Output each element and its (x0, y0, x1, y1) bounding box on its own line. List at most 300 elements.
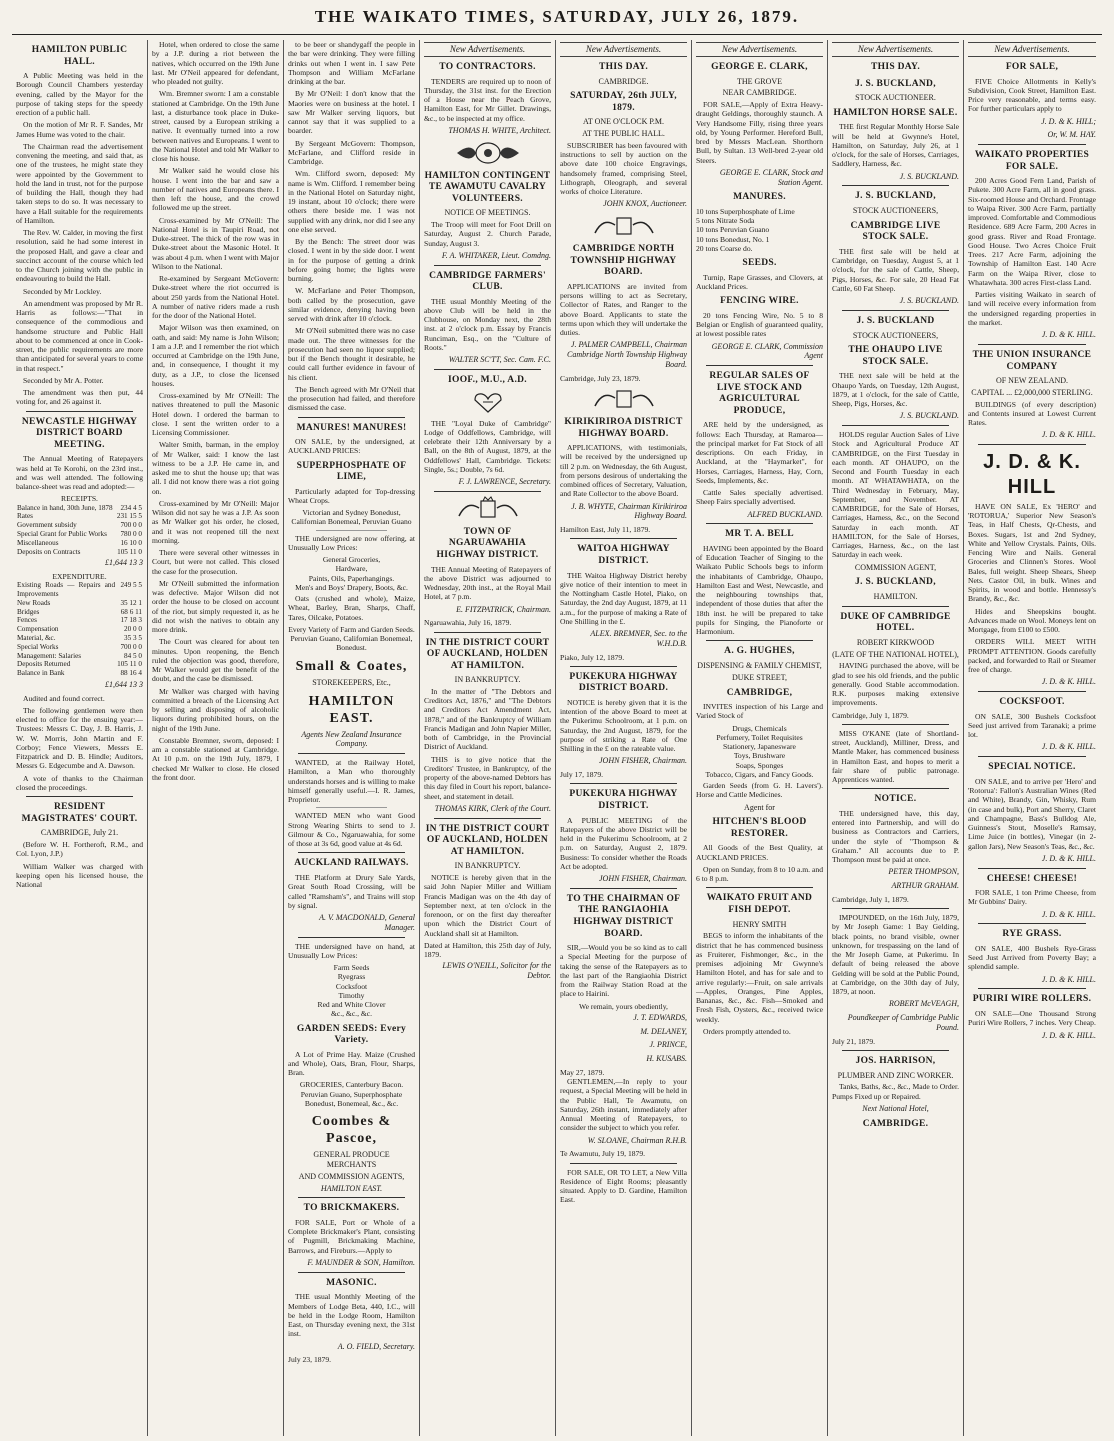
row-item: Management: Salaries (17, 651, 82, 660)
list-item: Timothy (338, 990, 365, 1000)
table-row (16, 625, 143, 634)
list-item: 10 tons Superphosphate of Lime (696, 206, 795, 216)
paragraph: THE Annual Meeting of Ratepayers of the above District was adjourned to Wednesday, 20th inst., at the Royal Mail Hotel, at 7 p.m. (424, 564, 551, 602)
row-amount: 68 6 11 (120, 607, 142, 616)
paragraph: THIS is to give notice that the Creditors' Trustee, in Bankruptcy, of the property of the above-named Debtors has this day filed in Court his report, balance-sheet, and statement in detail. (424, 754, 551, 801)
royal-crest-icon (589, 213, 659, 239)
brand-name: HITCHEN'S BLOOD RESTORER. (712, 817, 807, 839)
paragraph: MISS O'KANE (late of Shortland-street, Auckland), Milliner, Dress, and Mantle Maker, has commenced business in Hamilton East, and hopes to merit a fair share of public patronage. Apprentices wanted. (832, 728, 959, 785)
column-4 (420, 40, 556, 1436)
paragraph: APPLICATIONS, with testimonials, will be received by the undersigned up till 2 p.m. on Wednesday, the 6th August, from persons desirous of undertaking the combined offices of Secretary, Valuation, and Rate Collector to the above Board. (560, 443, 687, 499)
paragraph: An amendment was proposed by Mr R. Harris as follows:—"That in consequence of the commodious and handsome structure and Public Hall about to be commenced at once in Cook-street, the public requirements are more than anticipated for several years to come in that respect." (16, 298, 143, 373)
capital-line: CAPITAL ... £2,000,000 STERLING. (971, 387, 1093, 397)
divider (298, 937, 405, 938)
divider (706, 640, 813, 641)
paragraph: The Chairman read the advertisement convening the meeting, and said that, as one of the trustees, he might state they were appointed by the Government to hold the land in trust, not for the purpose of building the Hall, though they had taken steps to do so. It was necessary to have a Hall suitable for the requirements of Hamilton. (16, 141, 143, 225)
date-line: Cambridge, July 1, 1879. (832, 894, 909, 904)
total: £1,644 13 3 (105, 679, 143, 689)
signature: J. B. WHYTE, Chairman Kirikiriroa Highway Board. (571, 501, 687, 521)
signature: PETER THOMPSON, (888, 867, 959, 877)
paragraph: By the Bench: The street door was closed. I went in by the side door. I went in for the purpose of getting a drink before going home; the lights were burning. (288, 237, 415, 283)
signature: ROBERT McVEAGH, (888, 999, 959, 1009)
row-item: Miscellaneous (17, 538, 59, 547)
row-amount: 231 15 5 (116, 512, 142, 521)
ad-title: CAMBRIDGE FARMERS' CLUB. (429, 270, 546, 293)
firm-place: HAMILTON EAST. (308, 693, 395, 726)
paragraph: A Lot of Prime Hay. Maize (Crushed and Whole), Oats, Bran, Flour, Sharps, Bran. (288, 1049, 415, 1078)
ad-title: SPECIAL NOTICE. (988, 762, 1076, 773)
list-item: Stationery, Japanesware (723, 742, 796, 752)
firm-agency: Agents New Zealand Insurance Company. (301, 729, 402, 749)
row-amount: 84 5 0 (124, 651, 142, 660)
drugs-list (696, 724, 823, 780)
paragraph: HAVING been appointed by the Board of Education Teacher of Singing to the Waikato Public Schools begs to inform the inhabitants of Cambridge, Ohaupo, Hamilton East and West, Newcastle, and the neighbouring townships that, independent of those duties that after the 18th inst. he will be prepared to take pupils for Singing, the Pianoforte or Harmonium. (696, 543, 823, 637)
firm-trade: STOCK AUCTIONEERS, (852, 330, 939, 340)
paragraph: Parties visiting Waikato in search of land will receive every information from the undersigned regarding properties in the market. (968, 290, 1096, 327)
list-item: Soaps, Sponges (735, 760, 784, 770)
table-row (16, 616, 143, 625)
signature: J. D. & K. HILL. (1041, 330, 1096, 340)
paragraph: ON SALE, 400 Bushels Rye-Grass Seed Just Arrived from Poverty Bay; a splendid sample. (968, 943, 1096, 972)
paragraph: SUBSCRIBER has been favoured with instructions to sell by auction on the above date 100 choice Engravings, handsomely framed, comprising Steel, Lithograph, Oleograph, and several works of choice Literature. (560, 140, 687, 197)
signature: H. KUSABS. (646, 1054, 687, 1064)
divider (978, 923, 1086, 924)
list-item: Toys, Brushware (733, 751, 786, 761)
signature: WALTER SC'TT, Sec. Cam. F.C. (448, 355, 551, 365)
divider (298, 753, 405, 754)
paragraph: THE next sale will be held at the Ohaupo Yards, on Tuesday, 12th August, 1879, at 1 o'clock, for the sale of Cattle, Sheep, Pigs, Horses, &c. (832, 371, 959, 409)
paragraph: BEGS to inform the inhabitants of the district that he has commenced business as Fruiterer, Fishmonger, &c., in the premises adjoining Mr Gwynne's Hamilton Hotel, and has for sale and to arrive regularly:—Fruit, on sale arrivals—Apples, Oranges, Pine Apples, Bananas, &c., &c. Fish—Smoked and Fresh Fish, Oysters, &c., received twice weekly. (696, 931, 823, 1024)
signature: ALFRED BUCKLAND. (747, 509, 823, 519)
ad-title: TO THE CHAIRMAN OF THE RANGIAOHIA HIGHWAY DISTRICT BOARD. (566, 893, 681, 939)
paragraph: A vote of thanks to the Chairman closed the proceedings. (16, 773, 143, 792)
paragraph: THE undersigned have, this day, entered into Partnership, and will do business as Contractors and Carriers, under the style of "Thompson & Graham." All accounts due to P. Thompson must be paid at once. (832, 808, 959, 865)
paragraph: The Rev. W. Calder, in moving the first resolution, said he had some interest in the proposed Hall, and gave a clear and succinct account of the course which led to the Church joining with the public in endeavouring to build the Hall. (16, 228, 143, 284)
divider (26, 411, 133, 412)
crest-ornament-icon (453, 140, 523, 166)
row-item: Existing Roads — Repairs and Improvements (17, 581, 116, 599)
ad-title: CAMBRIDGE LIVE STOCK SALE. (850, 220, 941, 243)
list-item: Cocksfoot (335, 981, 368, 991)
paragraph: The Court was cleared for about ten minutes. Upon reopening, the Bench ruled the objection was good, therefore, Mr Walker would get the benefit of the doubt, and the case be dismissed. (152, 637, 279, 684)
paragraph: On the motion of Mr R. F. Sandes, Mr James Hume was voted to the chair. (16, 120, 143, 139)
row-amount: 35 3 5 (124, 634, 142, 643)
firm-place: HAMILTON. (873, 592, 918, 601)
list-item: Hardware, (335, 564, 368, 574)
ad-title: PUKEKURA HIGHWAY DISTRICT BOARD. (569, 671, 678, 694)
row-amount: 35 12 1 (120, 598, 142, 607)
total: £1,644 13 3 (105, 558, 143, 568)
ad-title: CHEESE! CHEESE! (986, 873, 1078, 884)
list-item: Drugs, Chemicals (732, 723, 787, 733)
divider (978, 144, 1086, 145)
ad-title: AUCKLAND RAILWAYS. (294, 858, 409, 869)
paragraph: Seconded by Mr A. Potter. (23, 375, 104, 385)
signature: J. S. BUCKLAND. (899, 171, 959, 181)
ad-title: MANURES. (733, 192, 786, 203)
firm-trade: STOREKEEPERS, Etc., (312, 677, 391, 687)
table-row (16, 530, 143, 539)
proprietor-name: ROBERT KIRKWOOD (856, 637, 935, 647)
table-row (16, 599, 143, 608)
date-line: Hamilton East, July 11, 1879. (560, 525, 651, 535)
article-title: NEWCASTLE HIGHWAY DISTRICT BOARD MEETING. (21, 416, 138, 450)
divider (434, 818, 541, 819)
divider (570, 666, 677, 667)
table-row (16, 669, 143, 678)
list-item: Paints, Oils, Paperhangings. (308, 573, 395, 583)
divider (978, 344, 1086, 345)
row-item: Government subsidy (17, 521, 77, 530)
list-item: Ryegrass (337, 972, 366, 982)
paragraph: A Public Meeting was held in the Borough Council Chambers yesterday evening, called by the Mayor for the purpose of taking steps for the speedy erection of a public hall. (16, 71, 143, 118)
paragraph: ON SALE, and to arrive per 'Hero' and 'Rotorua': Fallon's Australian Wines (Red and White), Brandy, Gin, Whisky, Rum (in case and bulk), Port and Sherry, Claret and Champagne, Bass's Bulldog Ale, Guinness's Stout, Moselle's Ramsay, Lime Juice (in bottles), Vinegar (in 2-gallon Jars), New Season's Teas, &c., &c. (968, 776, 1096, 851)
date-line: Piako, July 12, 1879. (560, 652, 625, 662)
firm-name: JOS. HARRISON, (855, 1055, 936, 1066)
divider (570, 888, 677, 889)
column-heading: New Advertisements. (832, 42, 959, 57)
column-5 (556, 40, 692, 1436)
ad-line: Peruvian Guano, Californian Bonemeal, Bonedust. (290, 634, 413, 653)
signature: A. O. FIELD, Secretary. (337, 1341, 415, 1351)
paragraph: Mr Walker was charged with having committed a breach of the Licensing Act by selling and disposing of alcoholic liquors during prohibited hours, on the night of the 19th June. (152, 686, 279, 733)
list-item: Red and White Clover (317, 1000, 386, 1010)
ad-title: WAIKATO FRUIT AND FISH DEPOT. (706, 893, 813, 916)
firm-name: Coombes & Pascoe, (311, 1114, 392, 1147)
ad-title: IOOF., M.U., A.D. (448, 374, 527, 385)
ad-venue: AT THE PUBLIC HALL. (582, 129, 665, 139)
divider (706, 887, 813, 888)
paragraph: Re-examined by Sergeant McGovern: Duke-street where the riot occurred is about 250 yards from the National Hotel. A number of native riders made a rush for the door of the National Hotel. (152, 274, 279, 320)
divider (570, 783, 677, 784)
ad-title: FOR SALE, (1005, 61, 1059, 72)
paragraph: IMPOUNDED, on the 16th July, 1879, by Mr Joseph Game: 1 Bay Gelding, black points, no brand visible, owner unknown, for trespassing on the land of the Mr Joseph Game, at Pukerimu. In default of being released the above Gelding will be sold at the Public Pound, at Cambridge, on the 30th day of July, 1879, at noon. (832, 913, 959, 997)
list-item: 20 tons Coarse do. (696, 243, 753, 253)
signature: W. SLOANE, Chairman R.H.B. (587, 1135, 687, 1145)
signature: J. D. & K. HILL. (1041, 1030, 1096, 1040)
firm-name: J. S. BUCKLAND (856, 315, 935, 326)
divider (706, 365, 813, 366)
paragraph: The Annual Meeting of Ratepayers was held at Te Korohi, on the 23rd inst., and was well attended. The following balance-sheet was read and adopted:— (16, 454, 143, 492)
table-row (16, 643, 143, 652)
paragraph: Hides and Sheepskins bought. Advances made on Wool. Moneys lent on Mortgage, from £100 to £500. (968, 606, 1096, 635)
paragraph: Hotel, when ordered to close the same by a J.P. during a riot between the natives, which occurred on the 19th June last. Mr O'Neil appeared for defendant, who pleaded not guilty. (152, 40, 279, 86)
manures-list (696, 207, 823, 253)
ad-title: WAIKATO PROPERTIES FOR SALE. (974, 150, 1090, 172)
paragraph: Cross-examined by Mr O'Neill: The natives threatened to pull the Masonic Hotel down. I ordered the barman to close. I sent the written order to a Licensing Commissioner. (152, 391, 279, 437)
signature: J. D. & K. HILL. (1041, 853, 1096, 863)
table-row (16, 581, 143, 599)
signature: THOMAS H. WHITE, Architect. (448, 125, 551, 135)
firm-name: Small & Coates, (295, 658, 408, 674)
paragraph: Audited and found correct. (23, 693, 105, 703)
date-line: Dated at Hamilton, this 25th day of July, 1879. (424, 940, 551, 960)
firm-trade: COMMISSION AGENT, (854, 562, 937, 572)
table-row (16, 512, 143, 521)
column-1 (12, 40, 148, 1436)
paragraph: THE first sale will be held at Cambridge, on Tuesday, August 5, at 1 o'clock, for the sale of Cattle, Sheep, Pigs, Horses, &c. For sale, 20 Head Fat Cattle, 60 Fat Sheep. (832, 246, 959, 293)
paragraph: FIVE Choice Allotments in Kelly's Subdivision, Cook Street, Hamilton East. Price very reasonable, and terms easy. For further particulars apply to (968, 76, 1096, 114)
firm-name: J. S. BUCKLAND, (855, 191, 936, 202)
column-3 (284, 40, 420, 1436)
signature: ALEX. BREMNER, Sec. to the W.H.D.B. (590, 629, 687, 648)
firm-name: J. D. & K. HILL (983, 451, 1081, 498)
article-title: RESIDENT MAGISTRATES' COURT. (21, 802, 138, 824)
row-item: Deposits on Contracts (17, 547, 81, 556)
row-item: Deposits Returned (17, 660, 71, 669)
firm-trade: GENERAL PRODUCE MERCHANTS (313, 1150, 390, 1170)
firm-sub: THE GROVE (736, 76, 783, 86)
firm-name: GEORGE E. CLARK, (711, 61, 808, 72)
signature: J. PALMER CAMPBELL, Chairman Cambridge North Township Highway Board. (567, 340, 687, 369)
divider (842, 724, 949, 725)
date-line: July 23, 1879. (288, 1355, 332, 1365)
firm-location: Next National Hotel, (862, 1103, 929, 1113)
paragraph: Mr O'Neill submitted the information was defective. Major Wilson did not order the house to be closed on account of the riot, but simply requested it, as he did not wish the natives to obtain any more drink. (152, 578, 279, 634)
ad-title: THIS DAY. (599, 61, 648, 72)
signature: J. T. EDWARDS, (633, 1012, 687, 1022)
paragraph: BUILDINGS (of every description) and Contents insured at Lowest Current Rates. (968, 399, 1096, 428)
article-title: HAMILTON PUBLIC HALL. (31, 45, 128, 67)
date-line: Cambridge, July 1, 1879. (832, 710, 909, 720)
row-amount: 20 0 0 (124, 625, 142, 634)
paragraph: All Goods of the Best Quality, at AUCKLAND PRICES. (696, 843, 823, 862)
divider (978, 756, 1086, 757)
signature: J. D. & K. HILL; (1041, 116, 1096, 126)
list-item: &c., &c., &c. (330, 1009, 373, 1019)
row-amount: 700 0 0 (120, 521, 142, 530)
paragraph: Orders promptly attended to. (703, 1026, 791, 1036)
table-row (16, 634, 143, 643)
row-item: Special Works (17, 642, 59, 651)
date-line: July 21, 1879. (832, 1036, 876, 1046)
firm-trade: PLUMBER AND ZINC WORKER. (837, 1070, 954, 1080)
paragraph: The Bench agreed with Mr O'Neil that the prosecution had failed, and therefore dismissed the case. (288, 384, 415, 413)
masthead (0, 0, 1114, 38)
paragraph: HAVE ON SALE, Ex 'HERO' and 'ROTORUA,' Superior New Season's Teas, in Half Chests, Qr-Chests, and Boxes. Sugars, 1st and 2nd Sydney, White and Yellow Crystals. Paints, Oils. Fencing Wire and Nails. General Groceries and Clinnen's Stores. Wool Bales, full weight. Sheep Shears, Sheep Nets. Castor Oil, in bulk. Wines and Spirits, in wood and bottle. Hennessy's Brandy, &c., &c. (968, 501, 1096, 604)
firm-place: NEAR CAMBRIDGE. (722, 88, 797, 98)
paragraph: THE usual Monthly Meeting of the above Club will be held in the Clubhouse, on Monday next, the 28th inst. at 2 o'clock p.m. Essay by Francis Runciman, Esq., on the "Culture of Roots." (424, 296, 551, 352)
paragraph: Open on Sunday, from 8 to 10 a.m. and 6 to 8 p.m. (696, 864, 823, 884)
list-item: Men's and Boys' Drapery, Boots, &c. (295, 582, 408, 592)
row-amount: 780 0 0 (120, 529, 142, 538)
paragraph: FOR SALE, OR TO LET, a New Villa Residence of Eight Rooms; pleasantly situated. Apply to D. Gardine, Hamilton East. (560, 1167, 687, 1205)
signature: J. PRINCE, (649, 1040, 687, 1050)
paragraph: to be beer or shandygaff the people in the bar were drinking. They were filling drinks out when I went in. I saw Pete Thompson and William McFarlane drinking at the bar. (288, 40, 415, 86)
firm-trade: AND COMMISSION AGENTS, (298, 1171, 405, 1181)
paragraph: Cattle Sales specially advertised. Sheep Fairs specially advertised. (696, 488, 823, 507)
paragraph: The amendment was then put, 44 voting for, and 26 against it. (16, 388, 143, 407)
row-item: Bridges (17, 607, 40, 616)
royal-crest-icon (453, 496, 523, 522)
paragraph: SIR,—Would you be so kind as to call a Special Meeting for the purpose of taking the sense of the Ratepayers as to the last part of the Rangiaohia District from the Railway Station Road at the place to Hairini. (560, 943, 687, 999)
table-row (16, 608, 143, 617)
paragraph: THE first Regular Monthly Horse Sale will be held at Gwynne's Hotel, Hamilton, on Saturday, July 26, at 1 o'clock, for the sale of Horses, Carriages, Saddlery, Harness, &c. (832, 122, 959, 169)
paragraph: WANTED, at the Railway Hotel, Hamilton, a Man who thoroughly understands horses and is willing to make himself generally useful.—I. R. James, Proprietor. (288, 758, 415, 805)
table-row (16, 660, 143, 669)
signature: GEORGE E. CLARK, Commission Agent (711, 341, 823, 361)
ad-title: FENCING WIRE. (720, 296, 799, 307)
divider (706, 523, 813, 524)
royal-crest-icon (589, 386, 659, 412)
ad-title: THE UNION INSURANCE COMPANY (972, 349, 1092, 372)
paragraph: Mr O'Neil submitted there was no case made out. The three witnesses for the prosecution had seen no liquor supplied; but if the Bench thought it desirable, he could call further evidence in favour of his client. (288, 326, 415, 382)
signature: LEWIS O'NEILL, Solicitor for the Debtor. (442, 961, 551, 981)
paragraph: THE undersigned are now offering, at Unusually Low Prices: (288, 533, 415, 552)
divider (842, 425, 949, 426)
heart-hand-emblem-icon (453, 390, 523, 416)
row-item: Balance in Bank (17, 669, 65, 678)
column-8 (964, 40, 1100, 1436)
divider (570, 538, 677, 539)
paragraph: A PUBLIC MEETING of the Ratepayers of the above District will be held in the Pukerimu Schoolroom, at 2 p.m. on Saturday, August 2, 1879. Business: To consider whether the Roads Act be adopted. (560, 815, 687, 871)
signature: F. A. WHITAKER, Lieut. Comdng. (441, 250, 551, 260)
ad-date: SATURDAY, 26th JULY, 1879. (570, 91, 677, 113)
paragraph: TENDERS are required up to noon of Thursday, the 31st inst. for the Erection of a House near the Peach Grove, Hamilton East, for Mr Gillet. Drawings, &c., to be inspected at my office. (424, 76, 551, 123)
paragraph: HAVING purchased the above, will be glad to see his old friends, and the public generally. Good Stable accommodation. R.K. purposes making extensive improvements. (832, 661, 959, 708)
paragraph: GENTLEMEN,—In reply to your request, a Special Meeting will be held in the Public Hall, Te Awamutu, on Saturday, 26th instant, immediately after Annual Meeting of Ratepayers, to consider the subject to which you refer. (560, 1077, 687, 1133)
ad-title: WAITOA HIGHWAY DISTRICT. (577, 544, 670, 566)
ad-title: MR T. A. BELL (725, 529, 794, 540)
divider (316, 530, 387, 531)
ad-title: PUKEKURA HIGHWAY DISTRICT. (569, 789, 678, 811)
paragraph: ORDERS WILL MEET WITH PROMPT ATTENTION. Goods carefully packed, and forwarded to Rail or Steamer free of charge. (968, 637, 1096, 675)
expenditure-table (16, 581, 143, 678)
paragraph: Major Wilson was then examined, on oath, and said: My name is John Wilson; I am a J.P. and I remember the riot which occurred at Cambridge on the 19th June, and, in consequence, I thought it my duty, as a J.P., to close the licensed houses. (152, 323, 279, 388)
row-amount: 88 16 4 (120, 669, 142, 678)
paragraph: Tanks, Baths, &c., &c., Made to Order. Pumps Fixed up or Repaired. (832, 1082, 959, 1101)
ad-title: HAMILTON CONTINGENT TE AWAMUTU CAVALRY VOLUNTEERS. (424, 170, 551, 204)
paragraph: W. McFarlane and Peter Thompson, both called by the prosecution, gave similar evidence, denying having been served with drink after 10 o'clock. (288, 286, 415, 323)
row-amount: 17 18 3 (120, 616, 142, 625)
paragraph: FOR SALE, 1 ton Prime Cheese, from Mr Gubbins' Dairy. (968, 888, 1096, 907)
paragraph: THE Platform at Drury Sale Yards, Great South Road Crossing, will be called "Ramsham's", and Trains will stop by signal. (288, 873, 415, 910)
divider (298, 1272, 405, 1273)
ad-time: AT ONE O'CLOCK P.M. (582, 117, 665, 127)
ad-title: COCKSFOOT. (999, 697, 1065, 708)
paragraph: THE usual Monthly Meeting of the Members of Lodge Beta, 440, I.C., will be held in the Lodge Room, Hamilton East, on Thursday evening next, the 31st inst. (288, 1292, 415, 1339)
firm-trade: STOCK AUCTIONEERS, (852, 206, 939, 216)
paragraph: ARE held by the undersigned, as follows: Each Thursday, at Ramaroa—the principal market for Fat Stock of all descriptions. On each Friday, in Auckland, at the "Haymarket", for Horses, Carriages, Harness, Hay, Corn, Seeds, Implements, &c. (696, 420, 823, 485)
ad-line: Peruvian Guano, Superphosphate Bonedust, Bonemeal, &c., &c. (300, 1089, 403, 1108)
paragraph: FOR SALE, Port or Whole of a Complete Brickmaker's Plant, consisting of Pugmill, Brickmaking Machine, Barrows, and Fireburs.—Apply to (288, 1217, 415, 1255)
divider (978, 868, 1086, 869)
ad-title: TOWN OF NGARUAWAHIA HIGHWAY DISTRICT. (436, 526, 539, 560)
ad-place: CAMBRIDGE. (598, 76, 649, 86)
ad-subtitle: IN BANKRUPTCY. (454, 675, 521, 685)
ad-title: IN THE DISTRICT COURT OF AUCKLAND, HOLDEN AT HAMILTON. (425, 637, 550, 671)
column-heading: New Advertisements. (968, 42, 1096, 57)
paragraph: Cross-examined by Mr O'Neill: The National Hotel is in Taupiri Road, not Duke-street. The thick of the row was in Duke-street about the Masonic Hotel. It was about 4 p.m. when I went with Major Wilson to the National. (152, 215, 279, 271)
paragraph: 20 tons Fencing Wire, No. 5 to 8 Belgian or English of guaranteed quality, at lowest possible rates (696, 310, 823, 339)
list-item: 10 tons Bonedust, No. 1 (696, 234, 770, 244)
signature: J. D. & K. HILL. (1041, 430, 1096, 440)
proprietor-note: (LATE OF THE NATIONAL HOTEL), (832, 649, 959, 659)
ad-title: SEEDS. (742, 258, 777, 269)
divider (298, 852, 405, 853)
firm-place: CAMBRIDGE, (726, 687, 793, 698)
divider (842, 606, 949, 607)
paragraph: APPLICATIONS are invited from persons willing to act as Secretary, Collector of Rates, and Ranger to the above Board. Applicants to state the terms upon which they will undertake the duties. (560, 281, 687, 338)
paragraph: ON SALE, 300 Bushels Cocksfoot Seed just arrived from Taranaki; a prime lot. (968, 711, 1096, 740)
ad-title: THE OHAUPO LIVE STOCK SALE. (848, 345, 943, 367)
paragraph: Particularly adapted for Top-dressing Wheat Crops. (288, 486, 415, 505)
row-amount: 16 10 0 (120, 538, 142, 547)
divider (434, 632, 541, 633)
list-item: 5 tons Nitrate Soda (696, 216, 755, 226)
date-line: Ngaruawahia, July 16, 1879. (424, 618, 512, 628)
signature: J. S. BUCKLAND. (899, 296, 959, 306)
ad-line: Victorian and Sydney Bonedust, Californian Bonemeal, Peruvian Guano (291, 508, 412, 527)
firm-name: J. S. BUCKLAND, (855, 78, 936, 89)
table-row (16, 652, 143, 661)
divider (842, 788, 949, 789)
signature: GEORGE E. CLARK, Stock and Station Agent. (719, 167, 823, 187)
firm-place: CAMBRIDGE. (862, 1118, 929, 1129)
paragraph: Garden Seeds (from G. H. Lavers'). Horse and Cattle Medicines. (696, 781, 823, 800)
divider (842, 310, 949, 311)
paragraph: Seconded by Mr Lockley. (23, 286, 102, 296)
paragraph: By Sergeant McGovern: Thompson, McFarlane, and Clifford reside in Cambridge. (288, 138, 415, 166)
paragraph: Oats (crushed and whole), Maize, Wheat, Barley, Bran, Sharps, Chaff, Tares, Oilcake, Potatoes. (288, 594, 415, 622)
ad-title: DUKE OF CAMBRIDGE HOTEL. (840, 611, 951, 634)
row-item: Rates (17, 512, 33, 521)
signature: J. D. & K. HILL. (1041, 677, 1096, 687)
paragraph: In the matter of "The Debtors and Creditors Act, 1876," and "The Debtors and Creditors Act Amendment Act, 1878," and of the Bankruptcy of William Francis Madigan and John Napier Miller, both of Cambridge, in the Provincial District of Auckland. (424, 686, 551, 752)
signature: E. FITZPATRICK, Chairman. (456, 604, 551, 614)
signature: Or, W. M. HAY. (1047, 130, 1096, 140)
ad-subtitle: NOTICE OF MEETINGS. (444, 208, 531, 218)
divider (842, 185, 949, 186)
divider (26, 796, 133, 797)
ad-title: RYE GRASS. (1002, 929, 1062, 940)
receipts-table (16, 504, 143, 557)
row-item: Fences (17, 616, 37, 625)
paragraph: ON SALE—One Thousand Strong Puriri Wire Rollers, 7 inches. Very Cheap. (968, 1009, 1096, 1028)
ad-title: TO BRICKMAKERS. (303, 1203, 400, 1214)
paragraph: The following gentlemen were then elected to office for the ensuing year:—Trustees: Messrs C. Day, J. B. Harris, J. W. W. Morris, John Martin and F. Corboy; Fence Viewers, Messrs E. Fitzpatrick and D. B. Hindle; Auditors, Messrs G. Edgecumbe and A. Dawson. (16, 705, 143, 771)
paragraph: FOR SALE,—Apply of Extra Heavy-draught Geldings, thoroughly staunch. A Very Handsome Filly, rising three years old, by Young Performer. Hereford Bull, bred by Messrs MacLean. Shorthorn Bull, by Sultan. 13 Well-bred 2-year old Steers. (696, 100, 823, 165)
ad-subtitle: GARDEN SEEDS: Every Variety. (296, 1023, 407, 1046)
divider (978, 691, 1086, 692)
goods-list (288, 555, 415, 592)
signature: F. J. LAWRENCE, Secretary. (458, 477, 551, 487)
ad-title: MASONIC. (326, 1277, 377, 1288)
signature: J. D. & K. HILL. (1041, 909, 1096, 919)
paragraph: THE "Loyal Duke of Cambridge" Lodge of Oddfellows, Cambridge, will celebrate their 12th Anniversary by a Ball, on the 8th of August, 1879, at the Oddfellows' Hall, Cambridge. Tickets: Single, 5s.; Double, 7s 6d. (424, 418, 551, 474)
list-item: 10 tons Peruvian Guano (696, 225, 770, 235)
paragraph: Wm. Bremner sworn: I am a constable stationed at Cambridge. On the 19th June last, a disturbance took place in Duke-street, caused by a European striking a native. It eventually turned into a row between natives and Europeans. I went to the National Hotel and told Mr Walker to close his house. (152, 89, 279, 163)
divider (298, 417, 405, 418)
firm-name: J. S. BUCKLAND, (855, 577, 936, 588)
divider (570, 1163, 677, 1164)
divider (978, 444, 1086, 445)
firm-trade: STOCK AUCTIONEER. (855, 93, 936, 103)
signature: J. D. & K. HILL. (1041, 742, 1096, 752)
table-row (16, 548, 143, 557)
signature-title: Poundkeeper of Cambridge Public Pound. (847, 1013, 959, 1032)
date-line: May 27, 1879. (560, 1067, 605, 1077)
divider (434, 265, 541, 266)
row-item: Balance in hand, 30th June, 1878 (17, 503, 113, 512)
ad-line: Every Variety of Farm and Garden Seeds. (288, 624, 415, 634)
column-heading: New Advertisements. (560, 42, 687, 57)
ad-title: THIS DAY. (871, 61, 920, 72)
paragraph: WANTED MEN who want Good Strong Wearing Shirts to send to J. Gilmour & Co., Ngaruawahia, for some of those at 3s 6d, good value at 4s 6d. (288, 811, 415, 849)
paragraph: INVITES inspection of his Large and Varied Stock of (696, 702, 823, 721)
ad-title: CAMBRIDGE NORTH TOWNSHIP HIGHWAY BOARD. (570, 244, 677, 278)
ad-subtitle: SUPERPHOSPHATE OF LIME, (296, 460, 407, 483)
